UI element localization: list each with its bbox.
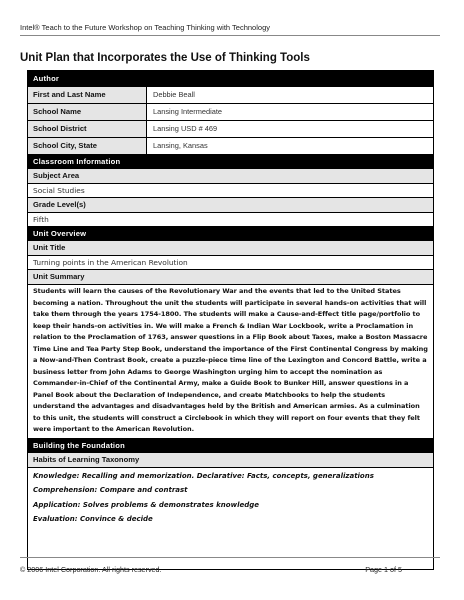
footer-copyright: © 2006 Intel Corporation. All rights reserved.	[20, 565, 162, 574]
habit-item: Evaluation: Convince & decide	[33, 515, 153, 523]
unit-summary-label: Unit Summary	[28, 269, 433, 284]
row-value: Debbie Beall	[153, 90, 195, 99]
row-label: School District	[28, 121, 147, 137]
subject-area-value: Social Studies	[28, 183, 433, 197]
header-rule	[20, 35, 440, 36]
row-value: Lansing, Kansas	[153, 141, 208, 150]
section-unit-overview: Unit Overview	[28, 226, 433, 241]
section-author: Author	[28, 71, 433, 86]
section-classroom: Classroom Information	[28, 154, 433, 169]
habits-list	[28, 467, 433, 569]
row-value: Lansing USD # 469	[153, 124, 218, 133]
unit-plan-table	[27, 70, 434, 570]
habit-item: Application: Solves problems & demonstrates knowledge	[33, 500, 259, 509]
grade-level-label: Grade Level(s)	[28, 197, 433, 212]
row-school-city-state	[28, 137, 433, 154]
row-value: Lansing Intermediate	[153, 107, 223, 116]
unit-title-value: Turning points in the American Revolution	[28, 255, 433, 269]
row-school-name	[28, 103, 433, 120]
unit-title-label: Unit Title	[28, 241, 433, 255]
footer-rule	[20, 557, 440, 558]
section-building-foundation: Building the Foundation	[28, 438, 433, 453]
habits-label: Habits of Learning Taxonomy	[28, 453, 433, 467]
row-first-last-name	[28, 86, 433, 103]
row-label: School Name	[28, 104, 147, 120]
habit-item: Knowledge: Recalling and memorization. Declarative: Facts, concepts, generalizations	[33, 471, 374, 480]
row-label: School City, State	[28, 138, 147, 154]
habit-item: Comprehension: Compare and contrast	[33, 486, 188, 494]
unit-summary-text: Students will learn the causes of the Revolutionary War and the events that led to the United States becoming a nation. Throughout the unit the students will participate in several hands-on activities that will take them through the years 1754-1800. The students will make a Cause-and-Effect title page/portfolio to keep their hands-on activities in. We will make a French & Indian War Lockbook, write a Proclamation in relation to the Proclamation of 1763, answer questions in a Flip Book about Taxes, make a Boston Massacre Time Line and Tea Party Step Book, understand the importance of the First Continental Congress by making a Now-and-Then Contrast Book, create a puzzle-piece time line of the Lexington and Concord Battle, write a business letter from John Adams to George Washington urging him to accept the nomination as Commander-in-Chief of the Continental Army, make a Guide Book to Bunker Hill, answer questions in a Panel Book about the Declaration of Independence, and create Matchbooks to help the students understand the advantages and disadvantages held by the British and American armies. As a culmination to this unit, the students will construct a Circlebook in which they will report on four events that they felt were important to the American Revolution.	[28, 284, 433, 438]
footer-page-number: Page 1 of 5	[365, 565, 402, 574]
row-label: First and Last Name	[28, 87, 147, 103]
subject-area-label: Subject Area	[28, 169, 433, 183]
running-header: Intel® Teach to the Future Workshop on Teaching Thinking with Technology	[20, 23, 270, 32]
page-title: Unit Plan that Incorporates the Use of Thinking Tools	[20, 52, 310, 64]
grade-level-value: Fifth	[28, 212, 433, 226]
row-school-district	[28, 120, 433, 137]
